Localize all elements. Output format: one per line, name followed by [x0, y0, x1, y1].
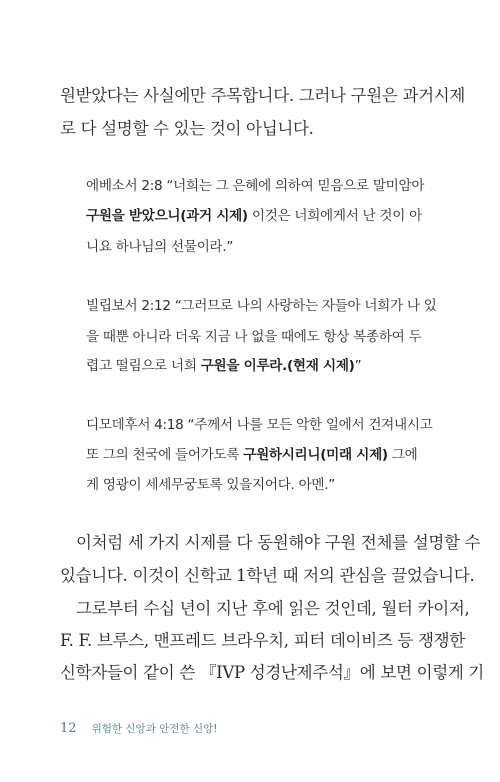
paragraph-line: 원받았다는 사실에만 주목합니다. 그러나 구원은 과거시제	[60, 86, 466, 105]
quote-text: 이것은 너희에게서 난 것이 아	[247, 208, 422, 224]
quote-line	[86, 357, 361, 375]
quote-text: 그에	[387, 447, 418, 463]
emphasis-past-tense: 구원을 받았으니(과거 시제)	[86, 208, 248, 224]
emphasis-present-tense: 구원을 이루라.(현재 시제)	[200, 358, 355, 374]
quote-text: ”	[354, 358, 362, 374]
quote-line: 에베소서 2:8 “너희는 그 은혜에 의하여 믿음으로 말미암아	[86, 178, 425, 194]
quote-text: 또 그의 천국에 들어가도록	[86, 447, 244, 463]
paragraph-line: 있습니다. 이것이 신학교 1학년 때 저의 관심을 끌었습니다.	[60, 566, 475, 585]
page-number: 12	[60, 721, 77, 736]
running-title: 위험한 신앙과 안전한 신앙!	[91, 723, 218, 735]
quote-line: 게 영광이 세세무궁토록 있을지어다. 아멘.”	[86, 477, 336, 493]
quote-line: 을 때뿐 아니라 더욱 지금 나 없을 때에도 항상 복종하여 두	[86, 329, 422, 345]
paragraph-line: 로 다 설명할 수 있는 것이 아닙니다.	[60, 119, 314, 138]
paragraph-line: 신학자들이 같이 쓴 『IVP 성경난제주석』에 보면 이렇게 기	[60, 663, 485, 682]
quote-text: 렵고 떨림으로 너희	[86, 358, 201, 374]
paragraph-line: 그로부터 수십 년이 지난 후에 읽은 것인데, 월터 카이저,	[76, 599, 470, 618]
quote-line	[86, 207, 422, 225]
emphasis-future-tense: 구원하시리니(미래 시제)	[243, 447, 388, 463]
paragraph-line: F. F. 브루스, 맨프레드 브라우치, 피터 데이비즈 등 쟁쟁한	[60, 631, 465, 650]
page-footer	[60, 718, 217, 737]
paragraph-line: 이처럼 세 가지 시제를 다 동원해야 구원 전체를 설명할 수	[76, 533, 481, 552]
quote-line: 니요 하나님의 선물이라.”	[86, 239, 234, 255]
quote-line: 빌립보서 2:12 “그러므로 나의 사랑하는 자들아 너희가 나 있	[86, 298, 437, 314]
quote-line	[86, 446, 418, 464]
quote-line: 디모데후서 4:18 “주께서 나를 모든 악한 일에서 건져내시고	[86, 417, 433, 433]
